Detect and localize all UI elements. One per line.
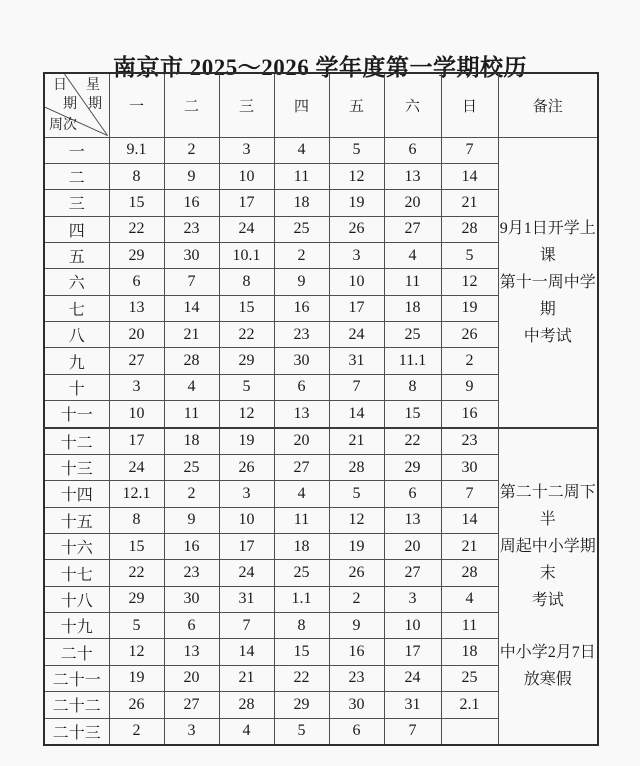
date-cell: 17 bbox=[329, 295, 384, 321]
date-cell: 21 bbox=[219, 665, 274, 691]
remark-line: 第二十二周下半 bbox=[499, 484, 596, 529]
date-cell: 19 bbox=[219, 428, 274, 455]
date-cell: 12 bbox=[109, 639, 164, 665]
date-cell: 27 bbox=[274, 454, 329, 480]
week-label: 八 bbox=[44, 322, 109, 348]
col-header-sat: 六 bbox=[384, 73, 441, 137]
date-cell: 7 bbox=[384, 718, 441, 745]
date-cell: 8 bbox=[219, 269, 274, 295]
date-cell: 10 bbox=[384, 613, 441, 639]
date-cell: 8 bbox=[384, 374, 441, 400]
date-cell: 22 bbox=[384, 428, 441, 455]
date-cell: 7 bbox=[441, 137, 498, 163]
date-cell: 2 bbox=[109, 718, 164, 745]
date-cell: 11 bbox=[164, 401, 219, 428]
date-cell: 18 bbox=[384, 295, 441, 321]
date-cell: 5 bbox=[274, 718, 329, 745]
date-cell: 28 bbox=[441, 560, 498, 586]
date-cell: 28 bbox=[219, 692, 274, 718]
date-cell: 17 bbox=[384, 639, 441, 665]
date-cell: 19 bbox=[329, 533, 384, 559]
corner-date-char-1: 日 bbox=[53, 78, 67, 93]
date-cell: 3 bbox=[219, 481, 274, 507]
corner-weekday-char-1: 星 bbox=[86, 78, 100, 93]
remark-line: 中小学2月7日 bbox=[499, 644, 596, 662]
calendar-table bbox=[43, 72, 599, 746]
col-header-thu: 四 bbox=[274, 73, 329, 137]
corner-cell bbox=[44, 73, 109, 137]
week-label: 三 bbox=[44, 190, 109, 216]
col-header-wed: 三 bbox=[219, 73, 274, 137]
date-cell: 21 bbox=[329, 428, 384, 455]
week-label: 二十三 bbox=[44, 718, 109, 745]
date-cell: 10.1 bbox=[219, 242, 274, 268]
date-cell: 15 bbox=[109, 533, 164, 559]
date-cell: 25 bbox=[274, 216, 329, 242]
date-cell: 22 bbox=[219, 322, 274, 348]
remark-paragraph bbox=[499, 215, 598, 350]
date-cell: 7 bbox=[441, 481, 498, 507]
date-cell: 21 bbox=[164, 322, 219, 348]
date-cell: 16 bbox=[441, 401, 498, 428]
date-cell: 5 bbox=[329, 137, 384, 163]
date-cell: 4 bbox=[274, 481, 329, 507]
date-cell: 26 bbox=[329, 560, 384, 586]
week-label: 十七 bbox=[44, 560, 109, 586]
date-cell: 6 bbox=[109, 269, 164, 295]
date-cell: 9 bbox=[164, 163, 219, 189]
week-label: 二十一 bbox=[44, 665, 109, 691]
week-label: 十六 bbox=[44, 533, 109, 559]
date-cell: 2 bbox=[441, 348, 498, 374]
date-cell: 29 bbox=[384, 454, 441, 480]
remark-line: 中考试 bbox=[523, 327, 572, 345]
date-cell: 17 bbox=[109, 428, 164, 455]
date-cell: 4 bbox=[164, 374, 219, 400]
date-cell: 15 bbox=[384, 401, 441, 428]
date-cell: 20 bbox=[164, 665, 219, 691]
date-cell: 25 bbox=[164, 454, 219, 480]
date-cell: 15 bbox=[274, 639, 329, 665]
date-cell: 12 bbox=[441, 269, 498, 295]
date-cell: 24 bbox=[109, 454, 164, 480]
date-cell: 26 bbox=[329, 216, 384, 242]
date-cell: 20 bbox=[384, 533, 441, 559]
remark-cell bbox=[498, 428, 598, 746]
remark-line: 9月1日开学上课 bbox=[499, 219, 596, 264]
date-cell: 3 bbox=[219, 137, 274, 163]
date-cell: 9 bbox=[441, 374, 498, 400]
remark-line: 考试 bbox=[531, 592, 564, 610]
date-cell: 17 bbox=[219, 190, 274, 216]
date-cell bbox=[441, 718, 498, 745]
date-cell: 6 bbox=[384, 137, 441, 163]
date-cell: 19 bbox=[109, 665, 164, 691]
date-cell: 13 bbox=[109, 295, 164, 321]
week-label: 二十二 bbox=[44, 692, 109, 718]
date-cell: 26 bbox=[219, 454, 274, 480]
date-cell: 27 bbox=[164, 692, 219, 718]
date-cell: 15 bbox=[109, 190, 164, 216]
date-cell: 30 bbox=[164, 586, 219, 612]
date-cell: 31 bbox=[219, 586, 274, 612]
date-cell: 5 bbox=[109, 613, 164, 639]
date-cell: 9 bbox=[329, 613, 384, 639]
date-cell: 21 bbox=[441, 190, 498, 216]
remark-line: 第十一周中学期 bbox=[499, 273, 596, 318]
col-header-tue: 二 bbox=[164, 73, 219, 137]
date-cell: 7 bbox=[329, 374, 384, 400]
date-cell: 2 bbox=[274, 242, 329, 268]
week-label: 七 bbox=[44, 295, 109, 321]
week-label: 十三 bbox=[44, 454, 109, 480]
date-cell: 30 bbox=[329, 692, 384, 718]
header-row bbox=[44, 73, 598, 137]
date-cell: 3 bbox=[384, 586, 441, 612]
date-cell: 16 bbox=[329, 639, 384, 665]
date-cell: 10 bbox=[219, 507, 274, 533]
date-cell: 10 bbox=[109, 401, 164, 428]
date-cell: 29 bbox=[274, 692, 329, 718]
week-label: 十八 bbox=[44, 586, 109, 612]
week-label: 二 bbox=[44, 163, 109, 189]
date-cell: 31 bbox=[384, 692, 441, 718]
date-cell: 8 bbox=[109, 163, 164, 189]
remark-line: 周起中小学期末 bbox=[499, 538, 596, 583]
date-cell: 10 bbox=[219, 163, 274, 189]
date-cell: 21 bbox=[441, 533, 498, 559]
date-cell: 11.1 bbox=[384, 348, 441, 374]
date-cell: 29 bbox=[109, 242, 164, 268]
date-cell: 12 bbox=[329, 163, 384, 189]
date-cell: 25 bbox=[274, 560, 329, 586]
date-cell: 11 bbox=[384, 269, 441, 295]
week-label: 五 bbox=[44, 242, 109, 268]
date-cell: 8 bbox=[274, 613, 329, 639]
date-cell: 30 bbox=[274, 348, 329, 374]
date-cell: 18 bbox=[164, 428, 219, 455]
date-cell: 26 bbox=[441, 322, 498, 348]
calendar-table-wrapper bbox=[43, 72, 599, 746]
date-cell: 13 bbox=[384, 163, 441, 189]
week-label: 一 bbox=[44, 137, 109, 163]
date-cell: 23 bbox=[274, 322, 329, 348]
date-cell: 6 bbox=[384, 481, 441, 507]
week-label: 十一 bbox=[44, 401, 109, 428]
date-cell: 24 bbox=[219, 560, 274, 586]
date-cell: 13 bbox=[384, 507, 441, 533]
date-cell: 23 bbox=[164, 560, 219, 586]
col-header-remarks: 备注 bbox=[498, 73, 598, 137]
date-cell: 24 bbox=[384, 665, 441, 691]
date-cell: 28 bbox=[441, 216, 498, 242]
date-cell: 3 bbox=[329, 242, 384, 268]
date-cell: 22 bbox=[109, 216, 164, 242]
week-label: 十九 bbox=[44, 613, 109, 639]
date-cell: 12 bbox=[219, 401, 274, 428]
date-cell: 4 bbox=[274, 137, 329, 163]
page-title: 南京市 2025～2026 学年度第一学期校历 bbox=[113, 55, 527, 81]
date-cell: 31 bbox=[329, 348, 384, 374]
week-label: 二十 bbox=[44, 639, 109, 665]
date-cell: 9 bbox=[274, 269, 329, 295]
corner-weekday-char-2: 期 bbox=[88, 97, 102, 112]
date-cell: 28 bbox=[329, 454, 384, 480]
date-cell: 18 bbox=[274, 190, 329, 216]
date-cell: 6 bbox=[329, 718, 384, 745]
date-cell: 20 bbox=[274, 428, 329, 455]
date-cell: 13 bbox=[164, 639, 219, 665]
date-cell: 2 bbox=[164, 137, 219, 163]
date-cell: 16 bbox=[164, 190, 219, 216]
week-label: 六 bbox=[44, 269, 109, 295]
date-cell: 25 bbox=[441, 665, 498, 691]
date-cell: 30 bbox=[164, 242, 219, 268]
date-cell: 16 bbox=[274, 295, 329, 321]
date-cell: 12 bbox=[329, 507, 384, 533]
week-label: 九 bbox=[44, 348, 109, 374]
date-cell: 29 bbox=[109, 586, 164, 612]
date-cell: 19 bbox=[441, 295, 498, 321]
remark-line: 放寒假 bbox=[523, 671, 572, 689]
date-cell: 4 bbox=[219, 718, 274, 745]
col-header-sun: 日 bbox=[441, 73, 498, 137]
corner-date-char-2: 期 bbox=[63, 97, 77, 112]
week-row bbox=[44, 428, 598, 455]
date-cell: 14 bbox=[329, 401, 384, 428]
date-cell: 14 bbox=[164, 295, 219, 321]
date-cell: 29 bbox=[219, 348, 274, 374]
date-cell: 27 bbox=[384, 216, 441, 242]
date-cell: 5 bbox=[219, 374, 274, 400]
date-cell: 13 bbox=[274, 401, 329, 428]
week-label: 四 bbox=[44, 216, 109, 242]
date-cell: 11 bbox=[274, 507, 329, 533]
date-cell: 24 bbox=[219, 216, 274, 242]
date-cell: 6 bbox=[164, 613, 219, 639]
date-cell: 27 bbox=[109, 348, 164, 374]
date-cell: 9.1 bbox=[109, 137, 164, 163]
date-cell: 26 bbox=[109, 692, 164, 718]
date-cell: 30 bbox=[441, 454, 498, 480]
date-cell: 20 bbox=[384, 190, 441, 216]
date-cell: 4 bbox=[441, 586, 498, 612]
week-label: 十 bbox=[44, 374, 109, 400]
date-cell: 23 bbox=[329, 665, 384, 691]
remark-paragraph bbox=[499, 639, 598, 693]
date-cell: 2 bbox=[329, 586, 384, 612]
date-cell: 24 bbox=[329, 322, 384, 348]
date-cell: 17 bbox=[219, 533, 274, 559]
remark-cell bbox=[498, 137, 598, 428]
date-cell: 22 bbox=[274, 665, 329, 691]
date-cell: 19 bbox=[329, 190, 384, 216]
date-cell: 10 bbox=[329, 269, 384, 295]
date-cell: 6 bbox=[274, 374, 329, 400]
date-cell: 23 bbox=[441, 428, 498, 455]
date-cell: 9 bbox=[164, 507, 219, 533]
col-header-fri: 五 bbox=[329, 73, 384, 137]
date-cell: 20 bbox=[109, 322, 164, 348]
date-cell: 14 bbox=[441, 507, 498, 533]
date-cell: 4 bbox=[384, 242, 441, 268]
date-cell: 18 bbox=[441, 639, 498, 665]
date-cell: 3 bbox=[164, 718, 219, 745]
date-cell: 16 bbox=[164, 533, 219, 559]
date-cell: 1.1 bbox=[274, 586, 329, 612]
date-cell: 11 bbox=[274, 163, 329, 189]
date-cell: 14 bbox=[219, 639, 274, 665]
date-cell: 28 bbox=[164, 348, 219, 374]
date-cell: 22 bbox=[109, 560, 164, 586]
date-cell: 7 bbox=[219, 613, 274, 639]
date-cell: 5 bbox=[329, 481, 384, 507]
date-cell: 23 bbox=[164, 216, 219, 242]
date-cell: 18 bbox=[274, 533, 329, 559]
date-cell: 8 bbox=[109, 507, 164, 533]
remark-paragraph bbox=[499, 479, 598, 614]
date-cell: 7 bbox=[164, 269, 219, 295]
date-cell: 2 bbox=[164, 481, 219, 507]
date-cell: 25 bbox=[384, 322, 441, 348]
date-cell: 14 bbox=[441, 163, 498, 189]
date-cell: 12.1 bbox=[109, 481, 164, 507]
date-cell: 27 bbox=[384, 560, 441, 586]
week-row bbox=[44, 137, 598, 163]
date-cell: 3 bbox=[109, 374, 164, 400]
col-header-mon: 一 bbox=[109, 73, 164, 137]
week-label: 十二 bbox=[44, 428, 109, 455]
date-cell: 15 bbox=[219, 295, 274, 321]
date-cell: 5 bbox=[441, 242, 498, 268]
date-cell: 11 bbox=[441, 613, 498, 639]
corner-week-no-label: 周次 bbox=[49, 118, 77, 133]
week-label: 十五 bbox=[44, 507, 109, 533]
date-cell: 2.1 bbox=[441, 692, 498, 718]
week-label: 十四 bbox=[44, 481, 109, 507]
